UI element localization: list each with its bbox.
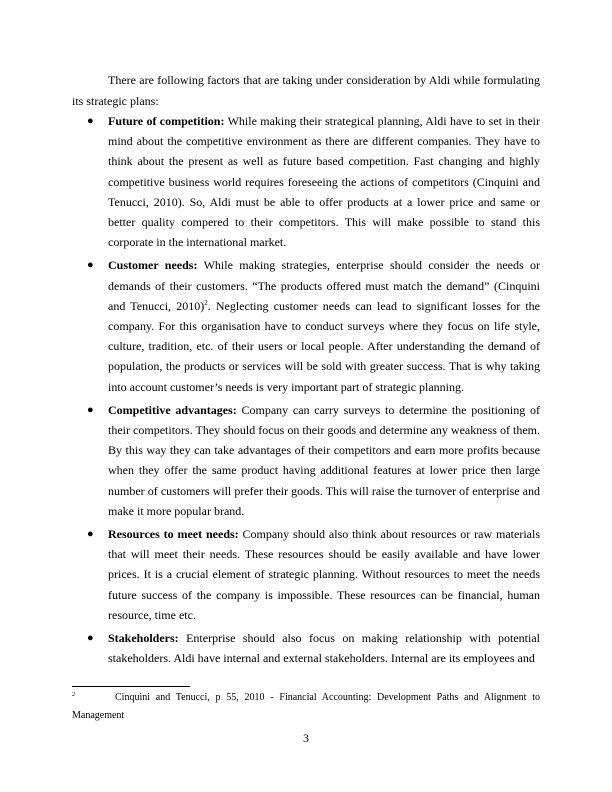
footnote-text: Cinquini and Tenucci, p 55, 2010 - Financial Accounting: Development Paths and Alignment to Management bbox=[72, 692, 540, 721]
item-term: Competitive advantages: bbox=[108, 402, 237, 417]
footnote-mark: 2 bbox=[72, 691, 75, 698]
item-text: While making strategies, enterprise should consider the needs or demands of their customers. “The products offered must match the demand” (Cinquini and Tenucci, 2010) bbox=[108, 258, 541, 313]
bullet-icon: ● bbox=[87, 403, 94, 416]
list-item-future-of-competition bbox=[72, 111, 540, 252]
footnote-reference[interactable]: 2 bbox=[204, 298, 208, 307]
item-text: Company should also think about resources or raw materials that will meet their needs. These resources should be easily available and have lower prices. It is a crucial element of strategic planning. Without resources to meet the needs future success of the company is impossible. These resources can be financial, human resource, time etc. bbox=[108, 527, 540, 622]
footnote bbox=[72, 689, 540, 725]
page-number: 3 bbox=[303, 731, 309, 745]
intro-paragraph: There are following factors that are taking under consideration by Aldi while formulating its strategic plans: bbox=[72, 73, 540, 108]
bullet-icon: ● bbox=[87, 115, 94, 127]
list-item-competitive-advantages bbox=[72, 400, 540, 521]
item-term: Stakeholders: bbox=[108, 631, 179, 646]
item-text-continued: . Neglecting customer needs can lead to significant losses for the company. For this organisation have to conduct surveys where they focus on life style, culture, tradition, etc. of their users or local people. After understanding the demand of population, the products or services will be sold with greater success. That is why taking into account customer’s needs is very important part of strategic planning. bbox=[108, 298, 541, 394]
bullet-icon: ● bbox=[87, 632, 94, 645]
bullet-icon: ● bbox=[87, 528, 94, 541]
list-item-customer-needs bbox=[72, 255, 540, 396]
list-item-resources-to-meet-needs bbox=[72, 524, 540, 625]
bullet-icon: ● bbox=[87, 259, 94, 272]
footnote-separator bbox=[72, 686, 190, 687]
item-term: Customer needs: bbox=[108, 258, 198, 273]
item-text: While making their strategical planning, Aldi have to set in their mind about the competitive environment as there are different companies. They have to think about the present as well as future based competition. Fast changing and highly competitive business world requires foreseeing the actions of competitors (Cinquini and Tenucci, 2010). So, Aldi must be able to offer products at a lower price and same or better quality compered to their competitors. This will make possible to stand this corporate in the international market. bbox=[108, 114, 541, 250]
item-term: Resources to meet needs: bbox=[108, 527, 239, 542]
item-text: Enterprise should also focus on making relationship with potential stakeholders. Aldi have internal and external stakeholders. Internal are its employees and bbox=[108, 631, 540, 666]
list-item-stakeholders bbox=[72, 628, 540, 668]
item-term: Future of competition: bbox=[108, 114, 225, 128]
factor-list bbox=[72, 111, 540, 671]
item-text: Company can carry surveys to determine the positioning of their competitors. They should focus on their goods and determine any weakness of them. By this way they can take advantages of their competitors and earn more profits because when they offer the same product having additional features at lower price then large number of customers will prefer their goods. This will raise the turnover of enterprise and make it more popular brand. bbox=[108, 402, 540, 518]
